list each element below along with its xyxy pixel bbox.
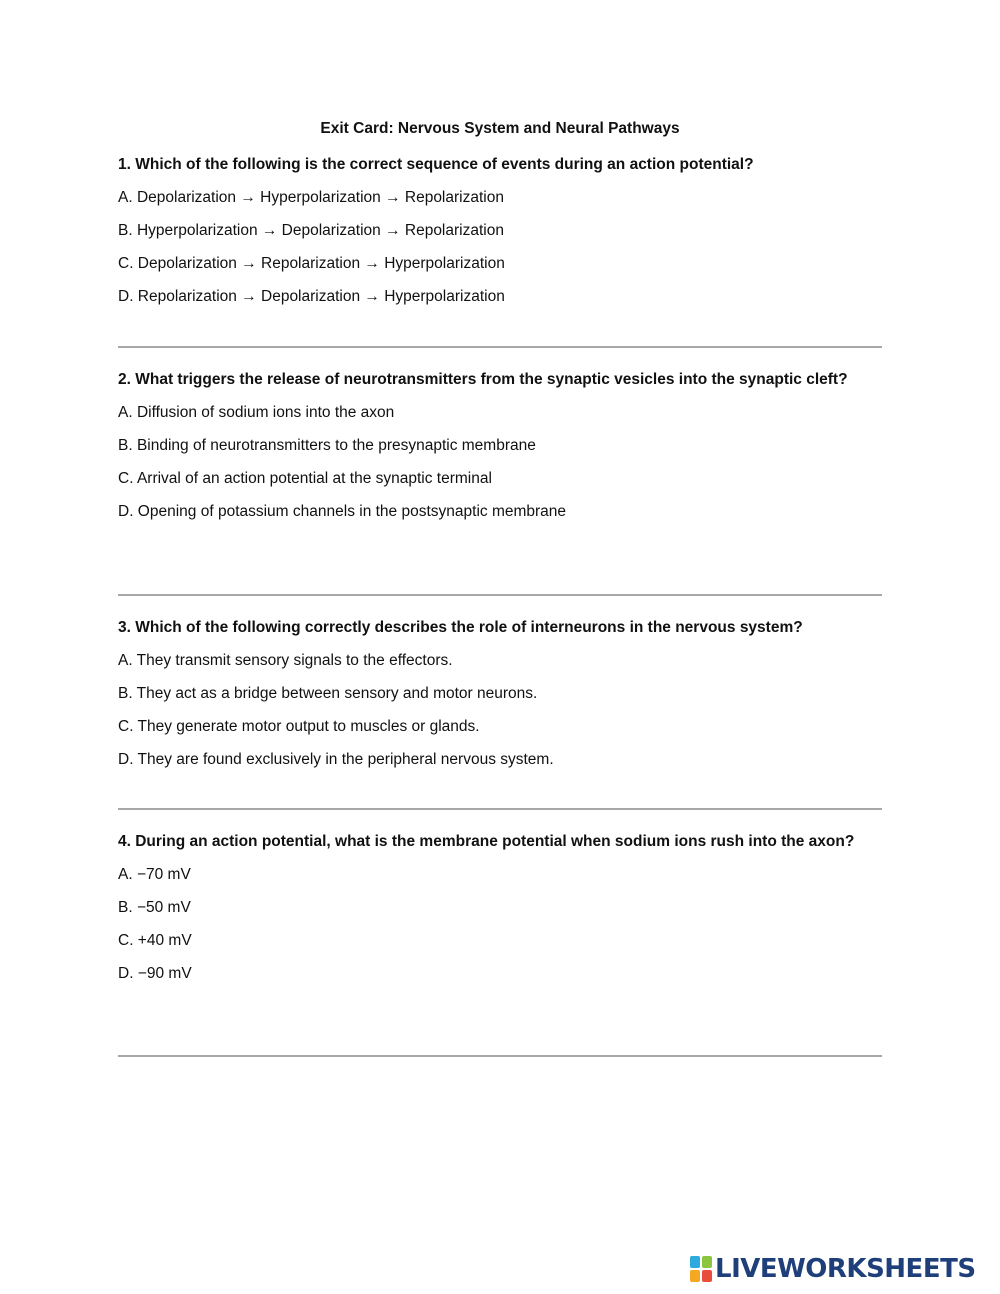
logo-mark-icon	[690, 1256, 712, 1282]
question-text: 3. Which of the following correctly describes the role of interneurons in the nervous system?	[118, 619, 803, 636]
logo-text: LIVEWORKSHEETS	[715, 1254, 976, 1284]
question-2	[118, 363, 882, 528]
divider	[118, 1055, 882, 1057]
option-b[interactable]: B. Binding of neurotransmitters to the presynaptic membrane	[118, 437, 536, 454]
question-1	[118, 148, 882, 313]
page-title: Exit Card: Nervous System and Neural Pathways	[320, 120, 680, 137]
option-d[interactable]: D. Opening of potassium channels in the postsynaptic membrane	[118, 503, 567, 520]
option-b[interactable]: B. They act as a bridge between sensory and motor neurons.	[118, 685, 538, 702]
option-d[interactable]: D. Repolarization → Depolarization → Hyperpolarization	[118, 288, 505, 305]
liveworksheets-logo	[690, 1252, 976, 1286]
question-4	[118, 825, 882, 990]
option-d[interactable]: D. They are found exclusively in the peripheral nervous system.	[118, 751, 554, 768]
option-c[interactable]: C. +40 mV	[118, 932, 192, 949]
option-a[interactable]: A. Depolarization → Hyperpolarization → Repolarization	[118, 189, 504, 206]
logo-mark-tile	[690, 1256, 700, 1268]
question-text: 2. What triggers the release of neurotransmitters from the synaptic vesicles into the synaptic cleft?	[118, 371, 848, 388]
option-d[interactable]: D. −90 mV	[118, 965, 192, 982]
divider	[118, 594, 882, 596]
divider	[118, 808, 882, 810]
option-c[interactable]: C. They generate motor output to muscles or glands.	[118, 718, 480, 735]
question-text: 4. During an action potential, what is the membrane potential when sodium ions rush into the axon?	[118, 833, 855, 850]
question-text: 1. Which of the following is the correct sequence of events during an action potential?	[118, 156, 754, 173]
option-a[interactable]: A. −70 mV	[118, 866, 191, 883]
logo-mark-tile	[702, 1270, 712, 1282]
question-3	[118, 611, 882, 776]
divider	[118, 346, 882, 348]
option-c[interactable]: C. Depolarization → Repolarization → Hyperpolarization	[118, 255, 505, 272]
option-a[interactable]: A. They transmit sensory signals to the effectors.	[118, 652, 453, 669]
option-b[interactable]: B. −50 mV	[118, 899, 191, 916]
option-c[interactable]: C. Arrival of an action potential at the synaptic terminal	[118, 470, 492, 487]
logo-mark-tile	[690, 1270, 700, 1282]
logo-mark-tile	[702, 1256, 712, 1268]
option-a[interactable]: A. Diffusion of sodium ions into the axon	[118, 404, 395, 421]
option-b[interactable]: B. Hyperpolarization → Depolarization → Repolarization	[118, 222, 504, 239]
